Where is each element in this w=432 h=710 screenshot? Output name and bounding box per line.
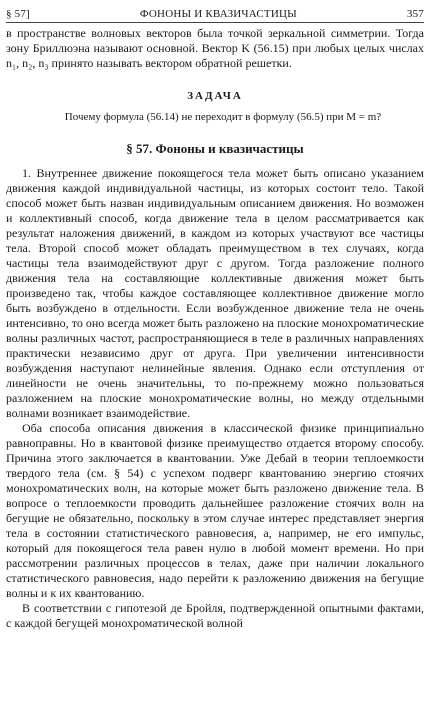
task-heading: ЗАДАЧА	[187, 90, 243, 102]
section-heading: § 57. Фононы и квазичастицы	[126, 141, 304, 156]
running-header	[6, 8, 424, 20]
paragraph-3: В соответствии с гипотезой де Бройля, подтвержденной опытными фактами, с каждой бегущей монохроматической волной	[6, 601, 424, 630]
intro-paragraph: в пространстве волновых векторов была точкой зеркальной симметрии. Тогда зону Бриллюэна называют основной. Вектор K (56.15) при любых целых числах n₁, n₂, n₃ принято называть вектором обратной решетки.	[6, 26, 424, 70]
task-text: Почему формула (56.14) не переходит в формулу (56.5) при M = m?	[64, 111, 382, 123]
header-rule	[6, 22, 424, 23]
paragraph-2: Оба способа описания движения в классической физике принципиально равноправны. Но в квантовой физике преимущество отдается второму способу. Причина этого заключается в квантовании. Уже Дебай в теории теплоемкости твердого тела (см. § 54) с успехом подверг квантованию энергию стоячих монохроматических волн, на которые может быть разложено движение тела. В вопросе о теплоемкости проводить дальнейшее разложение стоячих волн на бегущие не обязательно, поскольку в этом случае интерес представляет энергия тела в состоянии статистического равновесия, а, например, не его импульс, который для покоящегося тела равен нулю в любой момент времени. Но при рассмотрении различных процессов в телах, даже при наличии локального статистического равновесия, надо перейти к разложению движения на бегущие волны и к их квантованию.	[6, 421, 424, 600]
header-page-number: 357	[406, 8, 424, 20]
page-body	[6, 26, 424, 631]
header-section: § 57]	[6, 8, 30, 20]
paragraph-1: 1. Внутреннее движение покоящегося тела может быть описано указанием движения каждой индивидуальной частицы, из которых состоит тело. Такой способ может быть назван индивидуальным описанием движения. Но возможен и коллективный способ, когда движение тела в целом рассматривается как результат наложения движений, в каждом из которых участвуют все частицы тела. Второй способ может обладать преимуществом в тех случаях, когда частицы тела взаимодействуют друг с другом. Тогда разложение полного движения тела на составляющие коллективные движения может быть произведено так, чтобы каждое составляющее коллективное движение могло быть возбуждено в отдельности. Если возбужденное движение тела не очень интенсивно, то оно всегда может быть разложено на плоские монохроматические волны различных частот, распространяющиеся в теле в различных направлениях практически независимо друг от друга. При увеличении интенсивности возбуждения наступают нелинейные явления. Однако если отступления от линейности не очень значительны, то по-прежнему можно пользоваться разложением на плоские монохроматические волны, но между отдельными волнами возникает взаимодействие.	[6, 166, 424, 420]
header-title: ФОНОНЫ И КВАЗИЧАСТИЦЫ	[139, 8, 297, 20]
